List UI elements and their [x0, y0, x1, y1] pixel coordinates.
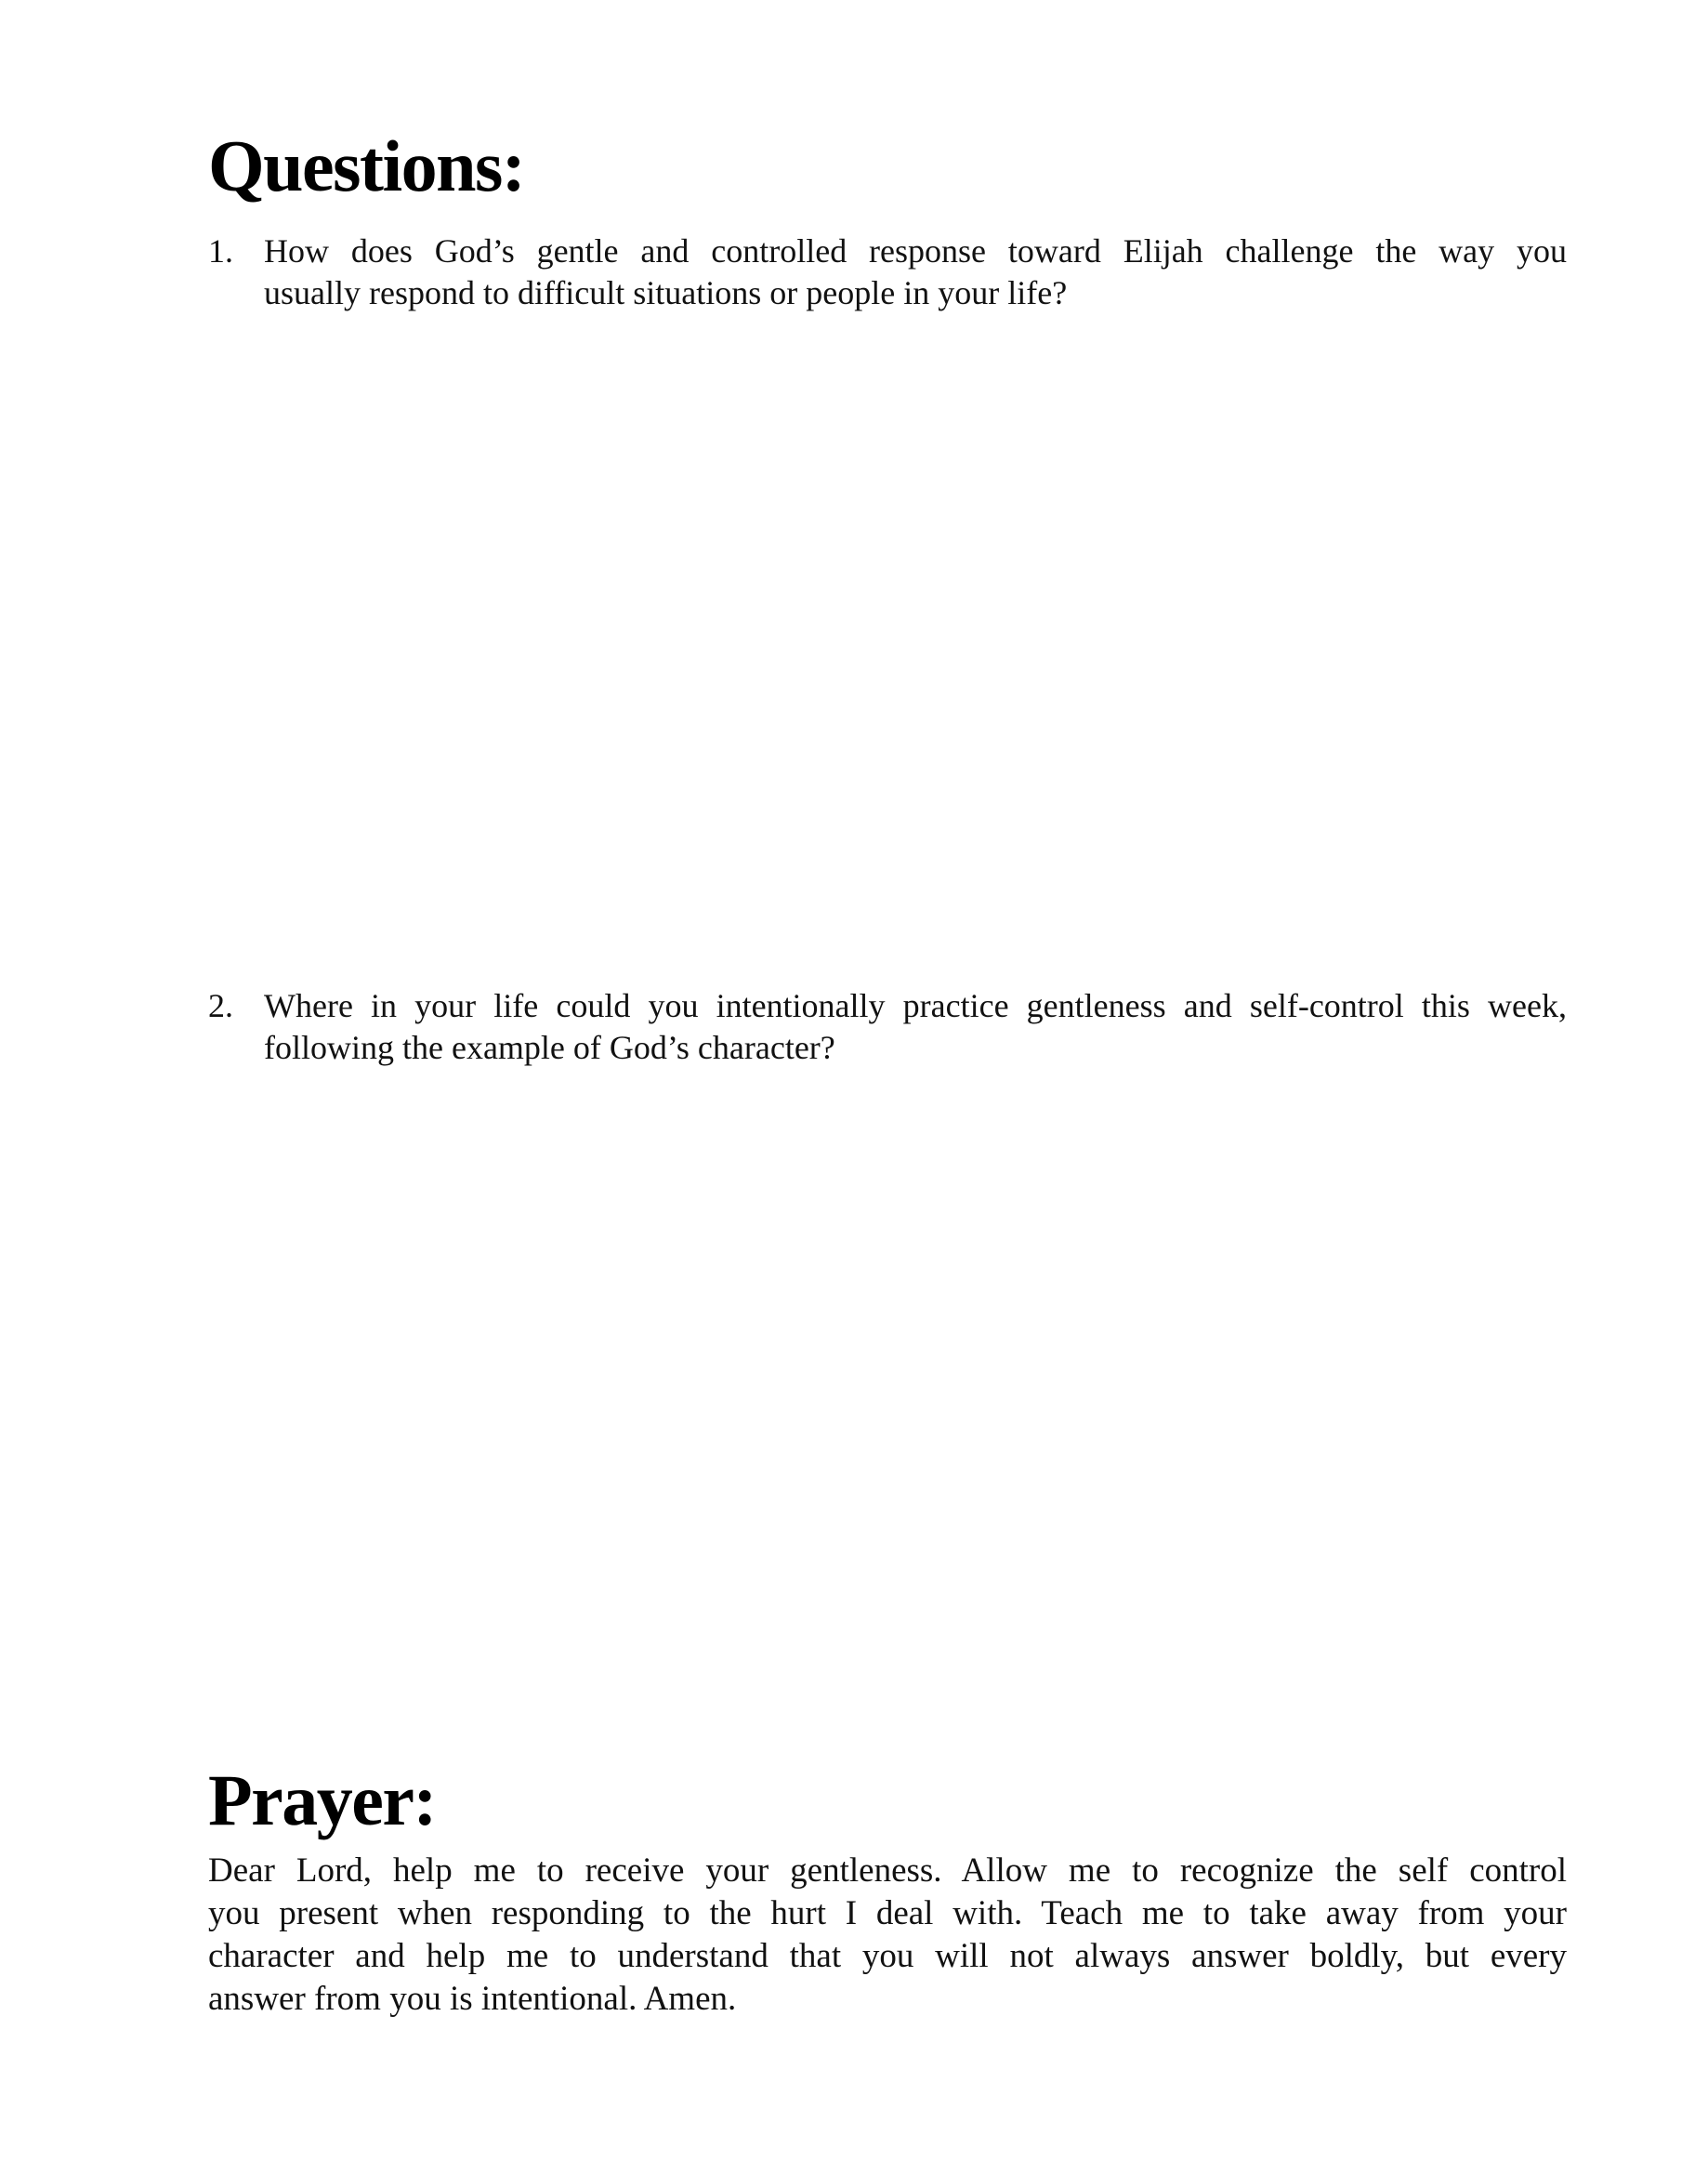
prayer-line: character and help me to understand that you will not always answer boldly, but every: [208, 1937, 1567, 1975]
question-number: 1.: [208, 232, 233, 270]
prayer-line: you present when responding to the hurt I deal with. Teach me to take away from your: [208, 1894, 1567, 1932]
prayer-heading: Prayer:: [208, 1759, 436, 1840]
prayer-text: [208, 1850, 1567, 2021]
question-item: [208, 231, 1567, 314]
question-line: following the example of God’s character?: [264, 1029, 835, 1066]
question-line: Where in your life could you intentionally practice gentleness and self-control this week,: [264, 987, 1567, 1024]
question-line: usually respond to difficult situations or people in your life?: [264, 274, 1068, 311]
prayer-line: answer from you is intentional. Amen.: [208, 1980, 737, 2018]
question-line: How does God’s gentle and controlled response toward Elijah challenge the way you: [264, 232, 1567, 270]
question-item: [208, 985, 1567, 1069]
question-text: [264, 985, 1567, 1069]
prayer-line: Dear Lord, help me to receive your gentleness. Allow me to recognize the self control: [208, 1851, 1567, 1890]
question-text: [264, 231, 1567, 314]
question-number: 2.: [208, 987, 233, 1024]
questions-heading: Questions:: [208, 125, 525, 206]
